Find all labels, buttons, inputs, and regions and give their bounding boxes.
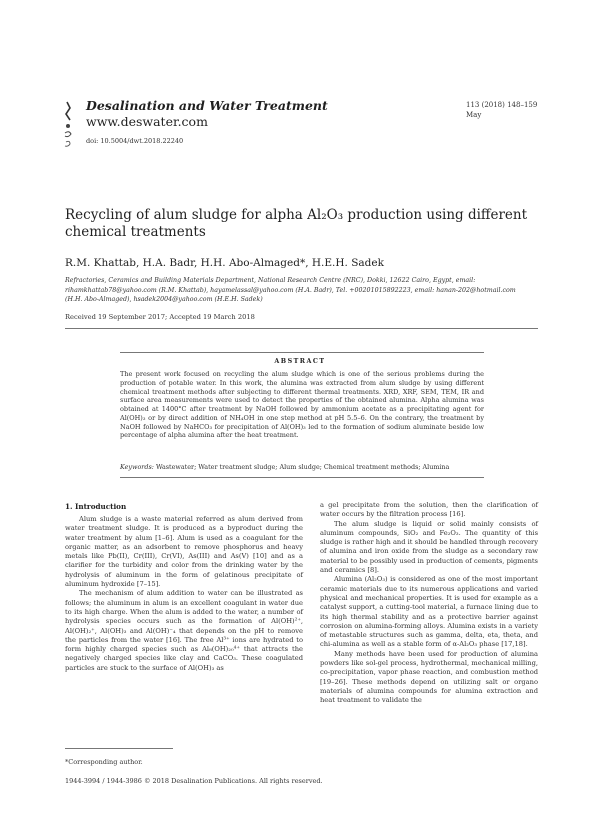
received-accepted-dates: Received 19 September 2017; Accepted 19 March 2018 [65,313,255,321]
keywords-label: Keywords: [120,463,154,471]
article-title: Recycling of alum sludge for alpha Al₂O₃ production using different chemical treatments [65,207,528,240]
section-heading-introduction: 1. Introduction [65,502,127,511]
intro-paragraph-6: Many methods have been used for production of alumina powders like sol-gel process, hydrothermal, mechanical milling, co-precipitation, vapor phase reaction, and combustion method [19–26]. These methods depend on utilizing salt or organo materials of alumina compounds for alumina extraction and heat treatment to validate the [320,649,538,705]
header-divider [65,328,538,329]
journal-url[interactable]: www.deswater.com [86,114,208,129]
authors: R.M. Khattab, H.A. Badr, H.H. Abo-Almaged*, H.E.H. Sadek [65,257,384,269]
intro-paragraph-4: The alum sludge is liquid or solid mainly consists of aluminum compounds, SiO₂ and Fe₂O₃. The quantity of this sludge is rather high and it should be handled through recovery of alumina and iron oxide from the sludge as a secondary raw material to be possibly used in production of cements, pigments and ceramics [8]. [320,519,538,575]
journal-name: Desalination and Water Treatment [86,98,328,113]
intro-paragraph-5: Alumina (Al₂O₃) is considered as one of the most important ceramic materials due to its numerous applications and varied physical and mechanical properties. It is used for example as a catalyst support, a cutting-tool material, a furnace lining due to its high thermal stability and as a protective barrier against corrosion on alumina-forming alloys. Alumina exists in a variety of metastable structures such as gamma, delta, eta, theta, and chi-alumina as well as a stable form of α-Al₂O₃ phase [17,18]. [320,575,538,649]
issn-copyright: 1944-3994 / 1944-3986 © 2018 Desalination Publications. All rights reserved. [65,777,323,785]
abstract-bottom-divider [120,477,484,478]
journal-logo-icon [62,100,76,148]
keywords-list: Wastewater; Water treatment sludge; Alum sludge; Chemical treatment methods; Alumina [155,463,450,471]
abstract-heading: ABSTRACT [274,358,326,365]
right-column [320,501,538,706]
corresponding-author-footnote: *Corresponding author. [65,758,143,766]
intro-paragraph-1: Alum sludge is a waste material referred as alum derived from water treatment sludge. It is produced as a byproduct during the water treatment by alum [1–6]. Alum is used as a coagulant for the organic matter, as an adsorbent to remove phosphorus and heavy metals like Pb(II), Cr(III), Cr(VI), As(III) and As(V) [10] and as a clarifier for the turbidity and color from the drinking water by the hydrolysis of aluminum in the form of gelatinous precipitate of aluminum hydroxide [7–15]. [65,515,303,589]
keywords [120,463,484,471]
issue-month: May [466,111,482,119]
affiliation: Refractories, Ceramics and Building Materials Department, National Research Centre (NRC), Dokki, 12622 Cairo, Egypt, email: rihamkhattab78@yahoo.com (R.M. Khattab), hayamelassal@yahoo.com (H.A. Badr), Tel. +00201015892223, email: hanan-202@hotmail.com (H.H. Abo-Almaged), hsadek2004@yahoo.com (H.E.H. Sadek) [65,277,516,303]
footnote-divider [65,748,173,749]
left-column [65,515,303,673]
doi[interactable]: doi: 10.5004/dwt.2018.22240 [86,137,184,145]
abstract-top-divider [120,352,484,353]
issue-volume-pages: 113 (2018) 148–159 [466,101,538,109]
intro-paragraph-3: a gel precipitate from the solution, then the clarification of water occurs by the filtration process [16]. [320,501,538,519]
intro-paragraph-2: The mechanism of alum addition to water can be illustrated as follows; the aluminum in alum is an excellent coagulant in water due to its high charge. When the alum is added to the water, a number of hydrolysis species occurs such as the formation of Al(OH)²⁺, Al(OH)₂⁺, Al(OH)₃ and Al(OH)⁻₄ that depends on the pH to remove the particles from the water [16]. The free Al³⁺ ions are hydrated to form highly charged species such as Al₈(OH)₂₀⁴⁺ that attracts the negatively charged species like clay and CaCO₃. These coagulated particles are stuck to the surface of Al(OH)₃ as [65,589,303,672]
issue-info [466,100,537,120]
abstract-text: The present work focused on recycling the alum sludge which is one of the serious problems during the production of potable water. In this work, the alumina was extracted from alum sludge by using different chemical treatment methods after subjecting to different thermal treatments. XRD, XRF, SEM, TEM, IR and surface area measurements were used to detect the properties of the obtained alumina. Alpha alumina was obtained at 1400°C after treatment by NaOH followed by ammonium acetate as a precipitating agent for Al(OH)₃ or by direct addition of NH₄OH in one step method at pH 5.5–6. On the contrary, the treatment by NaOH followed by NaHCO₃ for precipitation of Al(OH)₃ led to the formation of sodium aluminate beside low percentage of alpha alumina after the heat treatment. [120,370,484,440]
